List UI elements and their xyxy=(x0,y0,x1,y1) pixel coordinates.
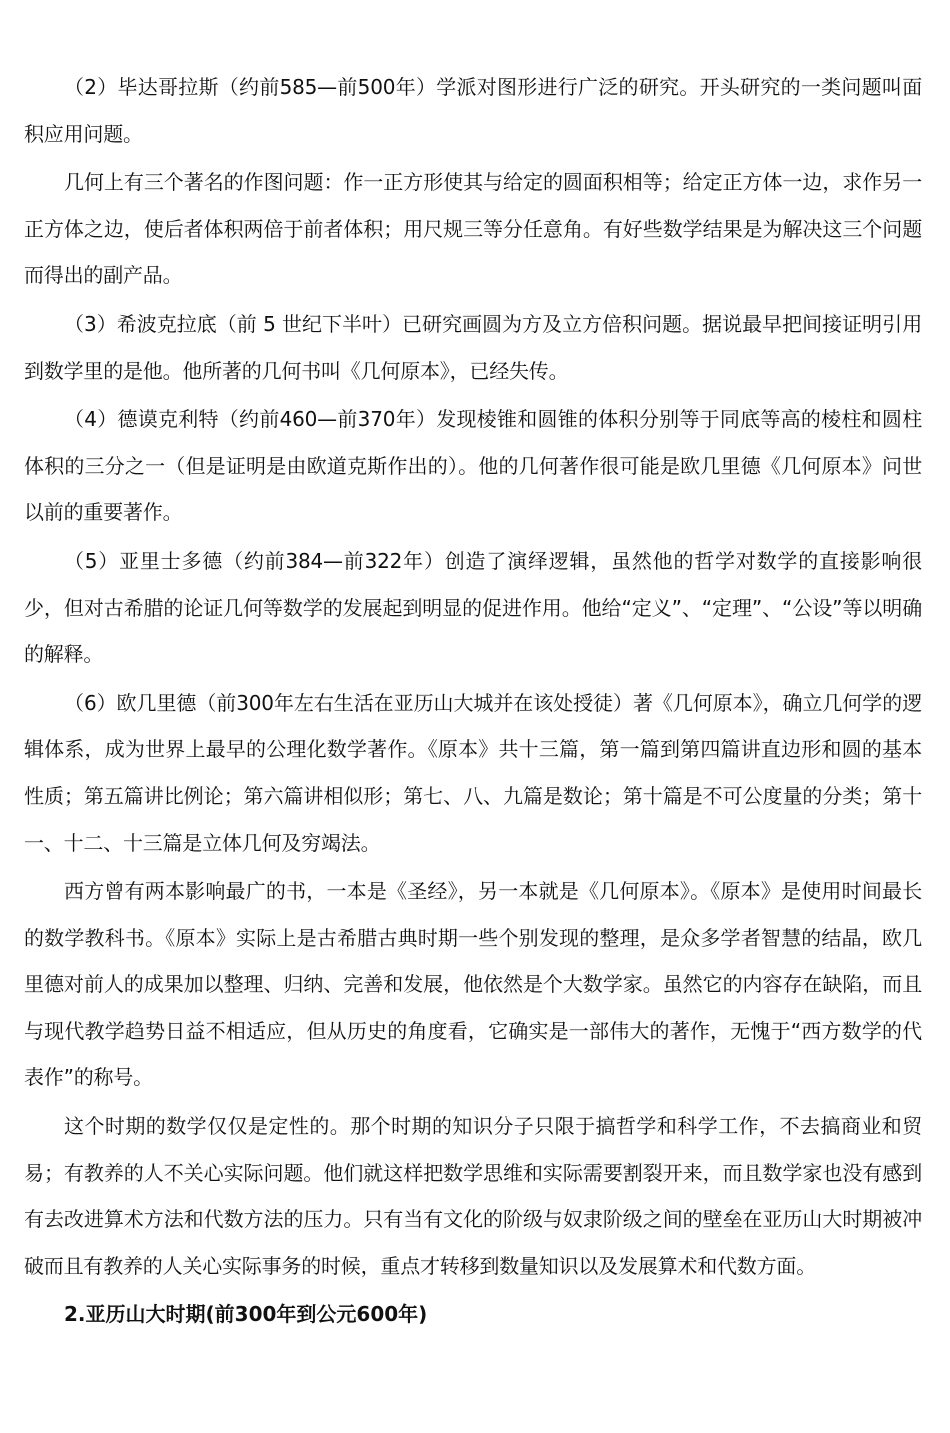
paragraph-euclid: （6）欧几里德（前300年左右生活在亚历山大城并在该处授徒）著《几何原本》，确立几何学的逻辑体系，成为世界上最早的公理化数学著作。《原本》共十三篇，第一篇到第四篇讲直边形和圆的基本性质；第五篇讲比例论；第六篇讲相似形；第七、八、九篇是数论；第十篇是不可公度量的分类；第十一、十二、十三篇是立体几何及穷竭法。 xyxy=(24,690,922,855)
section-heading-alexandria: 2.亚历山大时期(前300年到公元600年) xyxy=(64,1302,428,1327)
paragraph-aristotle: （5）亚里士多德（约前384—前322年）创造了演绎逻辑，虽然他的哲学对数学的直接影响很少，但对古希腊的论证几何等数学的发展起到明显的促进作用。他给“定义”、“定理”、“公设”等以明确的解释。 xyxy=(24,548,922,667)
paragraph-hippocrates: （3）希波克拉底（前 5 世纪下半叶）已研究画圆为方及立方倍积问题。据说最早把间接证明引用到数学里的是他。他所著的几何书叫《几何原本》，已经失传。 xyxy=(24,311,922,383)
paragraph-elements-influence: 西方曾有两本影响最广的书，一本是《圣经》，另一本就是《几何原本》。《原本》是使用时间最长的数学教科书。《原本》实际上是古希腊古典时期一些个别发现的整理，是众多学者智慧的结晶，欧几里德对前人的成果加以整理、归纳、完善和发展，他依然是个大数学家。虽然它的内容存在缺陷，而且与现代教学趋势日益不相适应，但从历史的角度看，它确实是一部伟大的著作，无愧于“西方数学的代表作”的称号。 xyxy=(24,879,922,1090)
document-page xyxy=(24,64,922,1338)
paragraph-three-problems: 几何上有三个著名的作图问题：作一正方形使其与给定的圆面积相等；给定正方体一边，求作另一正方体之边，使后者体积两倍于前者体积；用尺规三等分任意角。有好些数学结果是为解决这三个问题而得出的副产品。 xyxy=(24,170,922,288)
paragraph-qualitative-math: 这个时期的数学仅仅是定性的。那个时期的知识分子只限于搞哲学和科学工作，不去搞商业和贸易；有教养的人不关心实际问题。他们就这样把数学思维和实际需要割裂开来，而且数学家也没有感到有去改进算术方法和代数方法的压力。只有当有文化的阶级与奴隶阶级之间的壁垒在亚历山大时期被冲破而且有教养的人关心实际事务的时候，重点才转移到数量知识以及发展算术和代数方面。 xyxy=(24,1114,922,1278)
paragraph-pythagoras: （2）毕达哥拉斯（约前585—前500年）学派对图形进行广泛的研究。开头研究的一类问题叫面积应用问题。 xyxy=(24,75,922,146)
paragraph-democritus: （4）德谟克利特（约前460—前370年）发现棱锥和圆锥的体积分别等于同底等高的棱柱和圆柱体积的三分之一（但是证明是由欧道克斯作出的）。他的几何著作很可能是欧几里德《几何原本》问世以前的重要著作。 xyxy=(24,407,922,525)
